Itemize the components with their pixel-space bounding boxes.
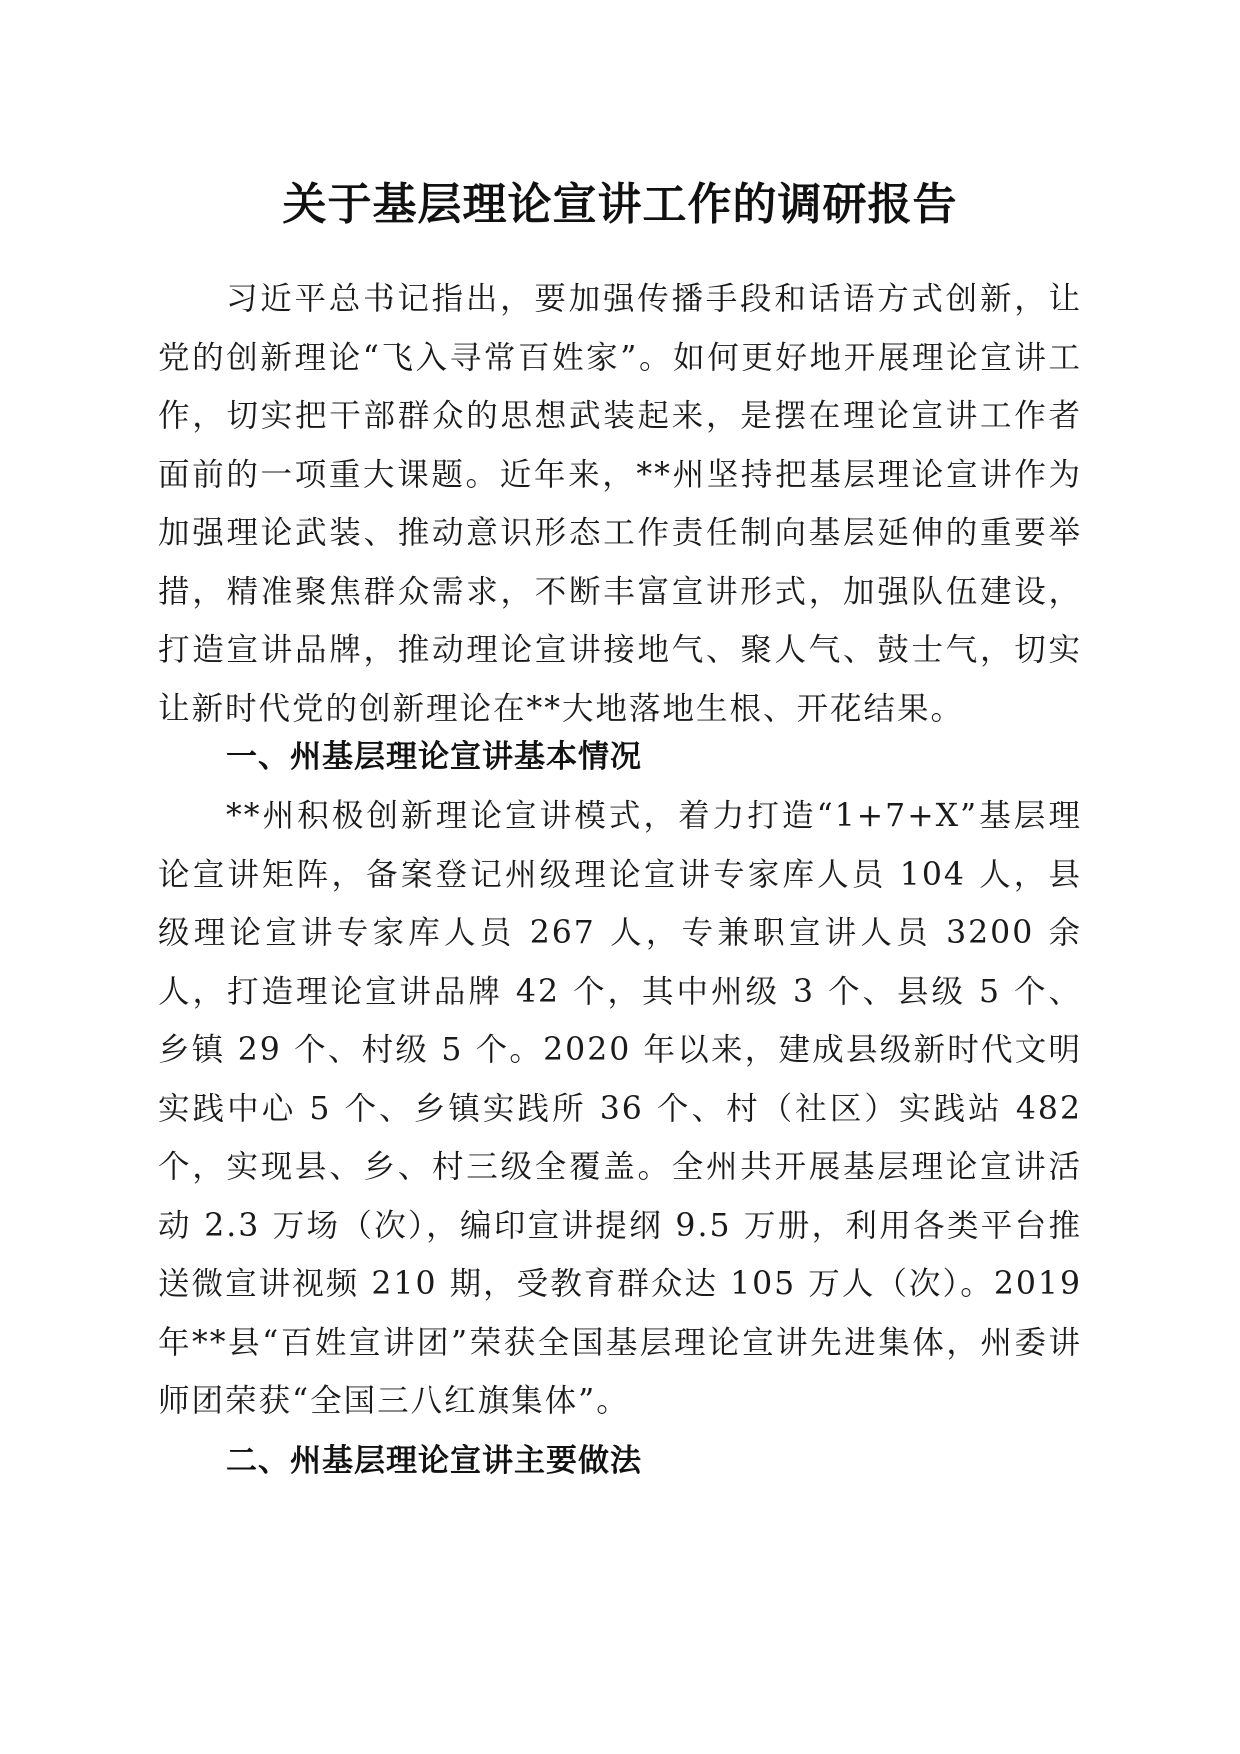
intro-paragraph: 习近平总书记指出，要加强传播手段和话语方式创新，让党的创新理论“飞入寻常百姓家”。如何更好地开展理论宣讲工作，切实把干部群众的思想武装起来，是摆在理论宣讲工作者面前的一项重大课题。近年来，**州坚持把基层理论宣讲作为加强理论武装、推动意识形态工作责任制向基层延伸的重要举措，精准聚焦群众需求，不断丰富宣讲形式，加强队伍建设，打造宣讲品牌，推动理论宣讲接地气、聚人气、鼓士气，切实让新时代党的创新理论在**大地落地生根、开花结果。 xyxy=(158,281,1082,727)
section-heading-1: 一、州基层理论宣讲基本情况 xyxy=(226,739,642,775)
section-1-paragraph: **州积极创新理论宣讲模式，着力打造“1+7+X”基层理论宣讲矩阵，备案登记州级理论宣讲专家库人员 104 人，县级理论宣讲专家库人员 267 人，专兼职宣讲人员 3200 余人，打造理论宣讲品牌 42 个，其中州级 3 个、县级 5 个、乡镇 29 个、村级 5 个。2020 年以来，建成县级新时代文明实践中心 5 个、乡镇实践所 36 个、村（社区）实践站 482 个，实现县、乡、村三级全覆盖。全州共开展基层理论宣讲活动 2.3 万场（次），编印宣讲提纲 9.5 万册，利用各类平台推送微宣讲视频 210 期，受教育群众达 105 万人（次）。2019 年**县“百姓宣讲团”荣获全国基层理论宣讲先进集体，州委讲师团荣获“全国三八红旗集体”。 xyxy=(158,798,1082,1419)
section-heading-2: 二、州基层理论宣讲主要做法 xyxy=(226,1443,642,1479)
document-title: 关于基层理论宣讲工作的调研报告 xyxy=(282,179,958,230)
